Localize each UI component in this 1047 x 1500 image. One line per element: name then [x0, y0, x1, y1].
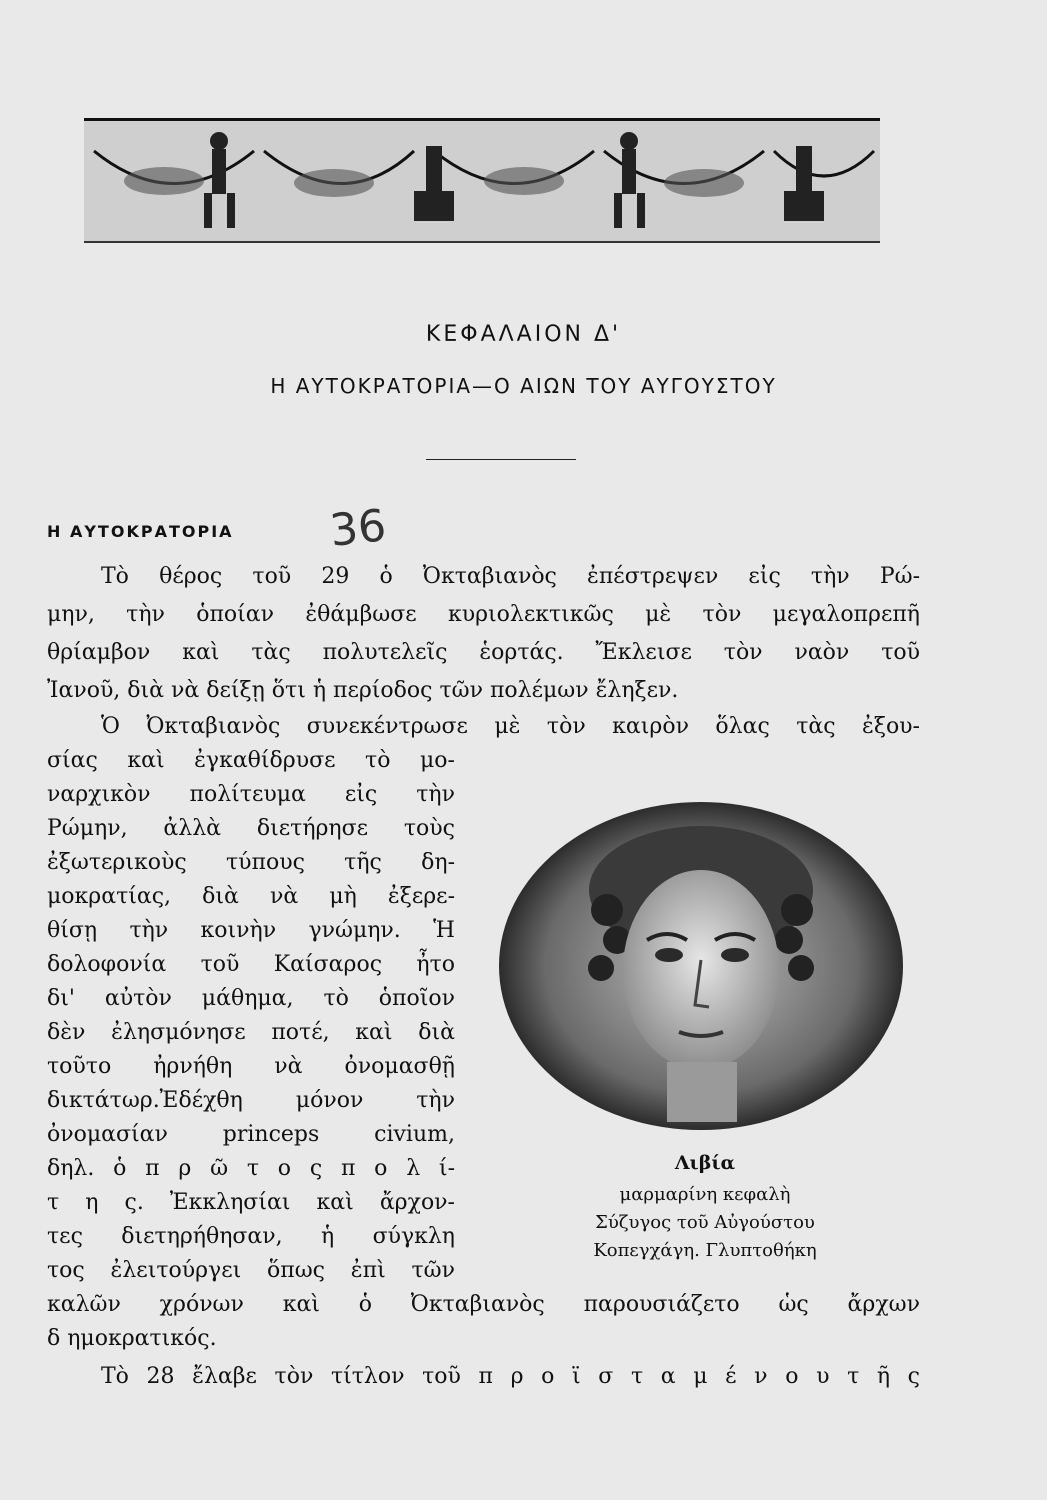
figure-caption-line: μαρμαρίνη κεφαλὴ [619, 1184, 791, 1205]
body-line: θίσῃ τὴν κοινὴν γνώμην. Ἡ [47, 918, 455, 943]
body-line: Ἰανοῦ, διὰ νὰ δείξῃ ὅτι ἡ περίοδος τῶν πολέμων ἔληξεν. [47, 678, 679, 703]
body-line: θρίαμβον καὶ τὰς πολυτελεῖς ἑορτάς. Ἔκλεισε τὸν ναὸν τοῦ [47, 640, 920, 665]
body-line: μοκρατίας, διὰ νὰ μὴ ἐξερε- [47, 884, 455, 909]
body-line: Ρώμην, ἀλλὰ διετήρησε τοὺς [47, 816, 455, 841]
body-line: τ η ς. Ἐκκλησίαι καὶ ἄρχον- [47, 1190, 455, 1215]
chapter-number: ΚΕΦΑΛΑΙΟΝ Δ' [425, 322, 622, 347]
title-divider [426, 459, 576, 460]
body-line: δ ημοκρατικός. [47, 1326, 217, 1351]
body-line: καλῶν χρόνων καὶ ὁ Ὀκταβιανὸς παρουσιάζετο ὡς ἄρχων [47, 1292, 920, 1317]
chapter-title: Η ΑΥΤΟΚΡΑΤΟΡΙΑ—Ο ΑΙΩΝ ΤΟΥ ΑΥΓΟΥΣΤΟΥ [270, 374, 777, 398]
body-line: ὀνομασίαν princeps civium, [47, 1122, 455, 1147]
body-line: τοῦτο ἠρνήθη νὰ ὀνομασθῇ [47, 1054, 455, 1079]
body-line: δηλ. ὁ π ρ ῶ τ ο ς π ο λ ί- [47, 1156, 455, 1181]
body-line: μην, τὴν ὁποίαν ἐθάμβωσε κυριολεκτικῶς μὲ τὸν μεγαλοπρεπῆ [47, 602, 920, 627]
body-line: δι' αὐτὸν μάθημα, τὸ ὁποῖον [47, 986, 455, 1011]
body-line: Τὸ θέρος τοῦ 29 ὁ Ὀκταβιανὸς ἐπέστρεψεν εἰς τὴν Ρώ- [101, 564, 920, 589]
body-line: δολοφονία τοῦ Καίσαρος ἦτο [47, 952, 455, 977]
figure-caption-line: Κοπεγχάγη. Γλυπτοθήκη [593, 1240, 817, 1261]
body-line: τος ἐλειτούργει ὅπως ἐπὶ τῶν [47, 1258, 455, 1283]
section-heading: Η ΑΥΤΟΚΡΑΤΟΡΙΑ [47, 522, 234, 541]
handwritten-page-number: 36 [327, 500, 389, 557]
body-line: ναρχικὸν πολίτευμα εἰς τὴν [47, 782, 455, 807]
figure-caption-line: Σύζυγος τοῦ Αὐγούστου [595, 1212, 815, 1233]
body-line: τες διετηρήθησαν, ἡ σύγκλη [47, 1224, 455, 1249]
figure-title: Λιβία [674, 1152, 736, 1174]
body-line: δὲν ἐλησμόνησε ποτέ, καὶ διὰ [47, 1020, 455, 1045]
body-line: σίας καὶ ἐγκαθίδρυσε τὸ μο- [47, 748, 455, 773]
decorative-frieze [84, 118, 880, 243]
portrait-image [497, 800, 905, 1132]
body-line: δικτάτωρ.Ἐδέχθη μόνον τὴν [47, 1088, 455, 1113]
body-line: Ὁ Ὀκταβιανὸς συνεκέντρωσε μὲ τὸν καιρὸν ὅλας τὰς ἐξου- [101, 714, 920, 739]
body-line: ἐξωτερικοὺς τύπους τῆς δη- [47, 850, 455, 875]
body-line: Τὸ 28 ἔλαβε τὸν τίτλον τοῦ π ρ ο ϊ σ τ α μ έ ν ο υ τ ῆ ς [101, 1364, 920, 1389]
